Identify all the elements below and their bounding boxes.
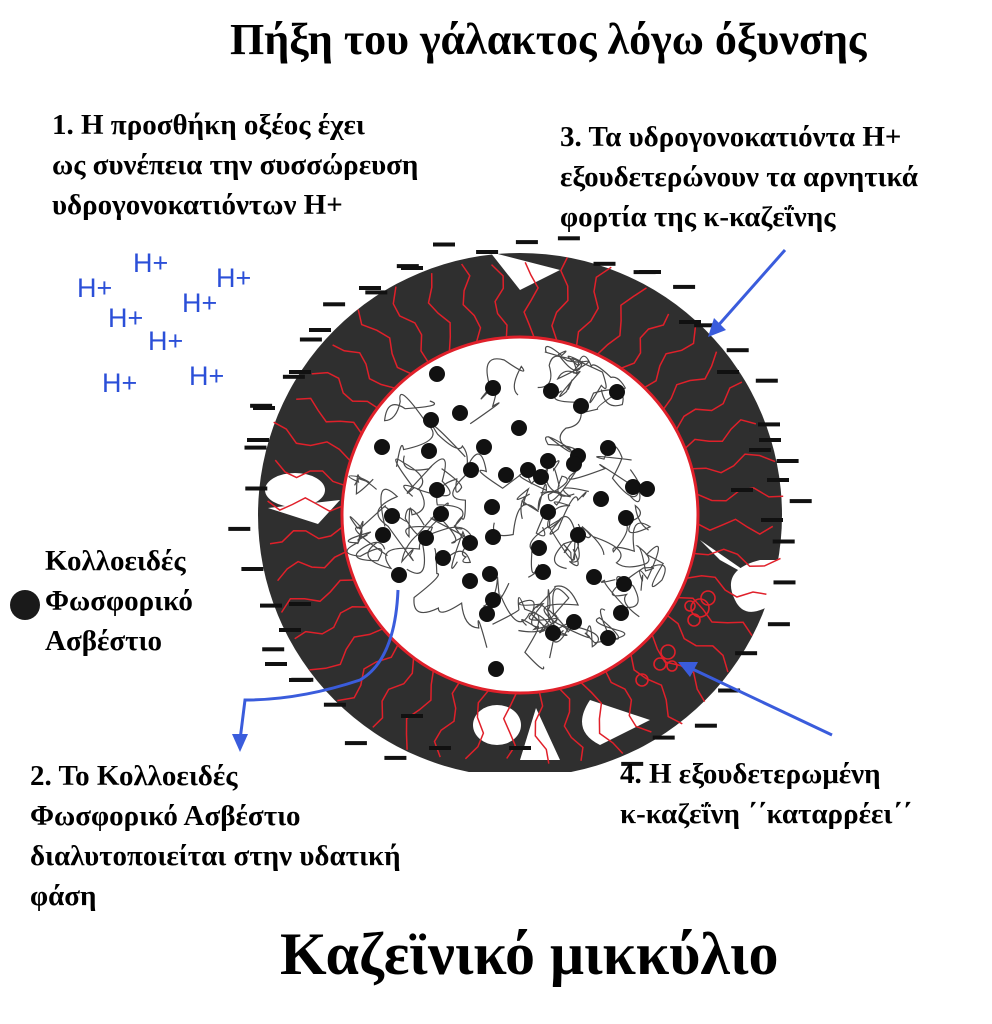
calcium-phosphate-dot bbox=[485, 529, 501, 545]
negative-charge-icon bbox=[758, 422, 780, 426]
hydrogen-ion-label: H+ bbox=[133, 248, 169, 278]
calcium-phosphate-dot bbox=[433, 506, 449, 522]
legend-label: Κολλοειδές Φωσφορικό Ασβέστιο bbox=[45, 545, 193, 657]
negative-charge-icon bbox=[476, 250, 498, 254]
calcium-phosphate-dot bbox=[600, 440, 616, 456]
negative-charge-icon bbox=[289, 678, 311, 682]
negative-charge-icon bbox=[768, 622, 790, 626]
calcium-phosphate-dot bbox=[639, 481, 655, 497]
calcium-phosphate-dot bbox=[531, 540, 547, 556]
calcium-phosphate-dot bbox=[540, 504, 556, 520]
micelle-title: Καζεϊνικό μικκύλιο bbox=[280, 921, 779, 987]
negative-charge-icon bbox=[265, 662, 287, 666]
calcium-phosphate-dot bbox=[566, 456, 582, 472]
calcium-phosphate-dot bbox=[498, 467, 514, 483]
calcium-phosphate-dot bbox=[545, 625, 561, 641]
calcium-phosphate-dot bbox=[616, 576, 632, 592]
negative-charge-icon bbox=[245, 487, 267, 491]
negative-charge-icon bbox=[749, 448, 771, 452]
calcium-phosphate-dot bbox=[384, 508, 400, 524]
step-3-text: 3. Τα υδρογονοκατιόντα Η+ εξουδετερώνουν τα αρνητικά φορτία της κ-καζεΐνης bbox=[560, 121, 918, 233]
negative-charge-icon bbox=[773, 540, 795, 544]
negative-charge-icon bbox=[323, 302, 345, 306]
negative-charge-icon bbox=[283, 375, 305, 379]
step-2-text: 2. Το Κολλοειδές Φωσφορικό Ασβέστιο διαλυτοποιείται στην υδατική φάση bbox=[30, 760, 401, 912]
negative-charge-icon bbox=[727, 348, 749, 352]
negative-charge-icon bbox=[777, 459, 799, 463]
calcium-phosphate-dot bbox=[462, 535, 478, 551]
calcium-phosphate-dot bbox=[476, 439, 492, 455]
diagram-title: Πήξη του γάλακτος λόγω όξυνσης bbox=[230, 15, 867, 64]
calcium-phosphate-dot bbox=[586, 569, 602, 585]
negative-charge-icon bbox=[324, 703, 346, 707]
calcium-phosphate-dot bbox=[566, 614, 582, 630]
calcium-phosphate-dot bbox=[535, 564, 551, 580]
calcium-phosphate-dot bbox=[533, 469, 549, 485]
hydrogen-ion-label: H+ bbox=[108, 303, 144, 333]
negative-charge-icon bbox=[673, 285, 695, 289]
calcium-phosphate-dot bbox=[600, 630, 616, 646]
negative-charge-icon bbox=[241, 567, 263, 571]
calcium-phosphate-dot bbox=[485, 380, 501, 396]
arrowhead-icon bbox=[232, 734, 248, 752]
calcium-phosphate-dot bbox=[482, 566, 498, 582]
negative-charge-icon bbox=[653, 736, 675, 740]
negative-charge-icon bbox=[401, 266, 423, 270]
negative-charge-icon bbox=[717, 370, 739, 374]
calcium-phosphate-dot bbox=[485, 592, 501, 608]
hydrogen-ion-label: H+ bbox=[189, 361, 225, 391]
calcium-phosphate-dot bbox=[625, 479, 641, 495]
calcium-phosphate-dot bbox=[570, 527, 586, 543]
negative-charge-icon bbox=[767, 478, 789, 482]
negative-charge-icon bbox=[228, 527, 250, 531]
calcium-phosphate-dot bbox=[479, 606, 495, 622]
calcium-phosphate-dot bbox=[423, 412, 439, 428]
calcium-phosphate-dot bbox=[573, 398, 589, 414]
hydrogen-ion-label: H+ bbox=[77, 273, 113, 303]
negative-charge-icon bbox=[300, 338, 322, 342]
calcium-phosphate-dot bbox=[462, 573, 478, 589]
negative-charge-icon bbox=[594, 262, 616, 266]
negative-charge-icon bbox=[756, 379, 778, 383]
negative-charge-icon bbox=[759, 438, 781, 442]
calcium-phosphate-dot bbox=[375, 527, 391, 543]
negative-charge-icon bbox=[345, 741, 367, 745]
arrow-step-3 bbox=[716, 250, 785, 328]
negative-charge-icon bbox=[558, 236, 580, 240]
negative-charge-icon bbox=[516, 240, 538, 244]
calcium-phosphate-dot bbox=[540, 453, 556, 469]
step-4-text: 4. Η εξουδετερωμένη κ-καζεΐνη ΄΄καταρρέει΄΄ bbox=[620, 758, 912, 830]
calcium-phosphate-dot bbox=[429, 366, 445, 382]
negative-charge-icon bbox=[279, 628, 301, 632]
negative-charge-icon bbox=[679, 320, 701, 324]
negative-charge-icon bbox=[761, 518, 783, 522]
negative-charge-icon bbox=[289, 370, 311, 374]
hydrogen-ion-label: H+ bbox=[102, 368, 138, 398]
negative-charge-icon bbox=[309, 328, 331, 332]
hydrogen-ion-label: H+ bbox=[148, 326, 184, 356]
calcium-phosphate-dot bbox=[543, 383, 559, 399]
calcium-phosphate-dot bbox=[593, 491, 609, 507]
negative-charge-icon bbox=[433, 243, 455, 247]
calcium-phosphate-dot bbox=[484, 499, 500, 515]
negative-charge-icon bbox=[262, 647, 284, 651]
negative-charge-icon bbox=[735, 651, 757, 655]
calcium-phosphate-legend-dot bbox=[10, 590, 40, 620]
negative-charge-icon bbox=[695, 724, 717, 728]
negative-charge-icon bbox=[401, 714, 423, 718]
negative-charge-icon bbox=[731, 488, 753, 492]
calcium-phosphate-dot bbox=[609, 384, 625, 400]
calcium-phosphate-dot bbox=[511, 420, 527, 436]
negative-charge-icon bbox=[245, 446, 267, 450]
calcium-phosphate-dot bbox=[418, 530, 434, 546]
calcium-phosphate-dot bbox=[613, 605, 629, 621]
calcium-phosphate-dot bbox=[618, 510, 634, 526]
calcium-phosphate-dot bbox=[429, 482, 445, 498]
hydrogen-ion-label: H+ bbox=[182, 288, 218, 318]
negative-charge-icon bbox=[247, 438, 269, 442]
calcium-phosphate-dot bbox=[488, 661, 504, 677]
negative-charge-icon bbox=[429, 746, 451, 750]
calcium-phosphate-dot bbox=[452, 405, 468, 421]
negative-charge-icon bbox=[639, 270, 661, 274]
calcium-phosphate-dot bbox=[463, 462, 479, 478]
negative-charge-icon bbox=[359, 286, 381, 290]
calcium-phosphate-dot bbox=[435, 550, 451, 566]
hydrogen-ion-label: H+ bbox=[216, 263, 252, 293]
calcium-phosphate-dot bbox=[391, 567, 407, 583]
negative-charge-icon bbox=[253, 406, 275, 410]
calcium-phosphate-dot bbox=[374, 439, 390, 455]
negative-charge-icon bbox=[260, 604, 282, 608]
negative-charge-icon bbox=[289, 602, 311, 606]
shell-gap bbox=[265, 473, 325, 507]
negative-charge-icon bbox=[790, 499, 812, 503]
negative-charge-icon bbox=[509, 746, 531, 750]
negative-charge-icon bbox=[365, 290, 387, 294]
calcium-phosphate-dot bbox=[421, 443, 437, 459]
negative-charge-icon bbox=[774, 580, 796, 584]
step-1-text: 1. Η προσθήκη οξέος έχει ως συνέπεια την συσσώρευση υδρογονοκατιόντων Η+ bbox=[52, 109, 419, 221]
